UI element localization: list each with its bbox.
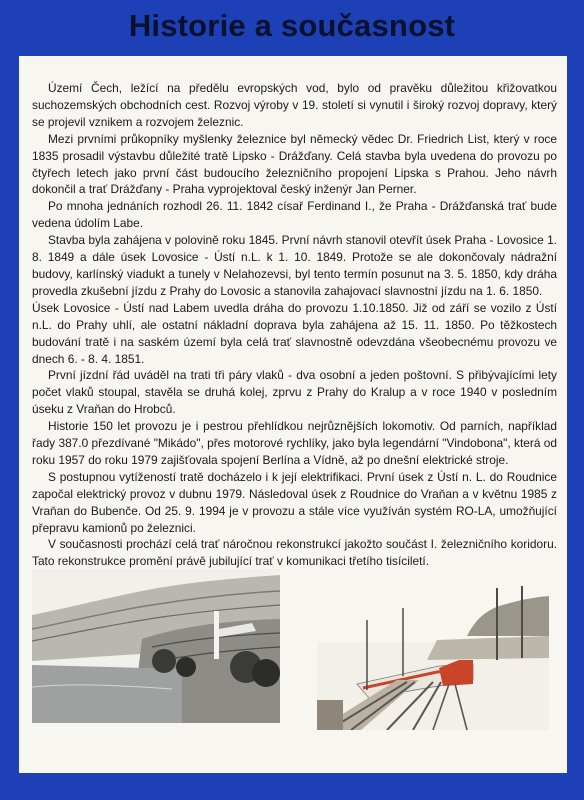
paragraph-4: Stavba byla zahájena v polovině roku 1845. První návrh stanovil otevřít úsek Praha - Lovosice 1. 8. 1849 a dále úsek Lovosice - Ústí n.L. k 1. 10. 1849. Protože se ale dokončovaly nádražní budovy, karlínský viadukt a tunely v Nelahozevsi, byl tento termín posunut na 3. 5. 1850, kdy dráha provedla zkušební jízdu z Prahy do Lovosic a stanovila zahajovací slavnostní jízdu na 1. 6. 1850.	[32, 233, 557, 298]
historic-valley-illustration	[32, 569, 280, 723]
content-page	[19, 56, 567, 773]
paragraph-9: V současnosti prochází celá trať náročnou rekonstrukcí jakožto součást I. železničního koridoru. Tato rekonstrukce promění právě jubilující trať v komunikaci třetího tisíciletí.	[32, 537, 557, 569]
modern-train-photo	[317, 580, 549, 730]
paragraph-6: První jízdní řád uváděl na trati tři páry vlaků - dva osobní a jeden poštovní. S přibývajícími lety počet vlaků stoupal, stavěla se druhá kolej, zprvu z Prahy do Kralup a v roce 1940 v posledním úseku z Vraňan do Hrobců.	[32, 368, 557, 417]
paragraph-3: Po mnoha jednáních rozhodl 26. 11. 1842 císař Ferdinand I., že Praha - Drážďanská trať bude vedena údolím Labe.	[32, 199, 557, 231]
paragraph-7: Historie 150 let provozu je i pestrou přehlídkou nejrůznějších lokomotiv. Od parních, například řady 387.0 přezdívané "Mikádo", přes motorové rychlíky, jako byla legendární "Vindobona", která od roku 1957 do roku 1979 zajišťovala spojení Berlína a Vídně, až po dnešní elektrické stroje.	[32, 419, 557, 467]
paragraph-2: Mezi prvními průkopníky myšlenky železnice byl německý vědec Dr. Friedrich List, který v roce 1835 prosadil výstavbu důležité tratě Lipsko - Drážďany. Celá stavba byla uvedena do provozu po čtyřech letech jako první část budoucího železničního propojení Lipska s Prahou. Jeho návrh dokončil a trať Drážďany - Praha vyprojektoval český inženýr Jan Perner.	[32, 131, 557, 197]
page-title: Historie a současnost	[128, 8, 456, 43]
paragraph-5: Úsek Lovosice - Ústí nad Labem uvedla dráha do provozu 1.10.1850. Již od září se vozilo z Ústí n.L. do Prahy uhlí, ale ostatní nákladní doprava byla zahájena až 15. 11. 1850. Po těžkostech budování tratě i na saském území byla celá trať slavnostně odevzdána všeobecnému provozu ve dnech 6. - 8. 4. 1851.	[32, 300, 557, 366]
article-body	[32, 80, 557, 570]
paragraph-8: S postupnou vytížeností tratě docházelo i k její elektrifikaci. První úsek z Ústí n. L. do Roudnice započal elektrický provoz v dubnu 1979. Následoval úsek z Roudnice do Vraňan a v květnu 1985 z Vraňan do Bubenče. Od 25. 9. 1994 je v provozu a stále více využíván systém RO-LA, umožňující přepravu kamionů po železnici.	[32, 469, 557, 535]
paragraph-1: Území Čech, ležící na předělu evropských vod, bylo od pravěku důležitou křižovatkou suchozemských obchodních cest. Rozvoj výroby v 19. století si vynutil i široký rozvoj dopravy, který se projevil vznikem a rozvojem železnic.	[32, 81, 557, 129]
